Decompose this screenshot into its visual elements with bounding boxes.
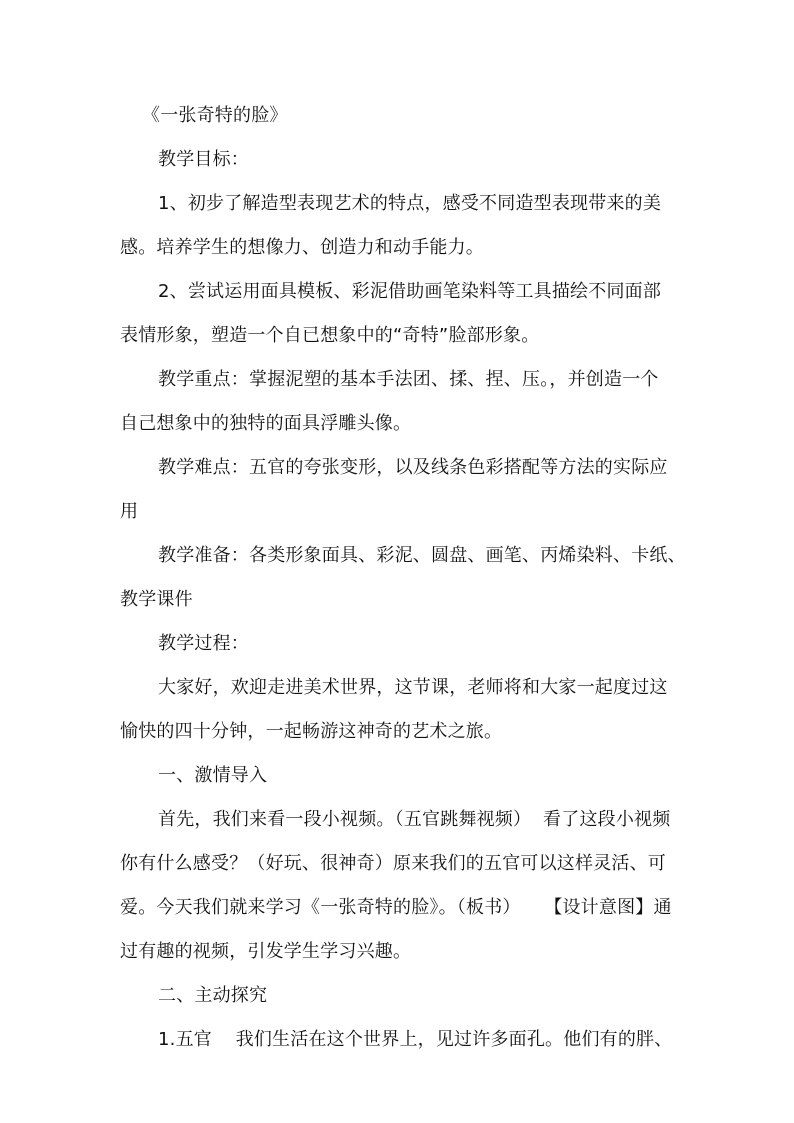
document-title: 《一张奇特的脸》 [142,105,288,126]
objective-1-line-2: 感。培养学生的想像力、创造力和动手能力。 [120,237,484,258]
process-heading: 教学过程： [158,633,249,654]
section-1-line-4: 过有趣的视频，引发学生学习兴趣。 [120,941,412,962]
preparation-line-2: 教学课件 [120,589,193,610]
preparation-line-1: 教学准备：各类形象面具、彩泥、圆盘、画笔、丙烯染料、卡纸、 [158,545,686,566]
key-point-line-1: 教学重点：掌握泥塑的基本手法团、揉、捏、压。，并创造一个 [158,369,659,390]
intro-line-2: 愉快的四十分钟，一起畅游这神奇的艺术之旅。 [120,721,503,742]
objectives-heading: 教学目标： [158,149,249,170]
difficulty-line-2: 用 [120,501,139,522]
key-point-line-2: 自己想象中的独特的面具浮雕头像。 [120,413,412,434]
section-2-heading: 二、主动探究 [158,985,268,1006]
objective-2-line-2: 表情形象，塑造一个自已想象中的“奇特”脸部形象。 [120,325,540,346]
section-1-line-1: 首先，我们来看一段小视频。（五官跳舞视频） 看了这段小视频 [158,809,671,830]
document-body [120,94,686,1062]
objective-1-line-1: 1、初步了解造型表现艺术的特点，感受不同造型表现带来的美 [158,193,662,214]
section-1-line-2: 你有什么感受？（好玩、很神奇）原来我们的五官可以这样灵活、可 [120,853,666,874]
section-2-line-1: 1.五官 我们生活在这个世界上，见过许多面孔。他们有的胖、 [158,1029,673,1050]
intro-line-1: 大家好，欢迎走进美术世界，这节课，老师将和大家一起度过这 [158,677,668,698]
section-1-heading: 一、激情导入 [158,765,268,786]
difficulty-line-1: 教学难点：五官的夸张变形，以及线条色彩搭配等方法的实际应 [158,457,668,478]
section-1-line-3: 爱。今天我们就来学习《一张奇特的脸》。（板书） 【设计意图】通 [120,897,672,918]
objective-2-line-1: 2、尝试运用面具模板、彩泥借助画笔染料等工具描绘不同面部 [158,281,662,302]
